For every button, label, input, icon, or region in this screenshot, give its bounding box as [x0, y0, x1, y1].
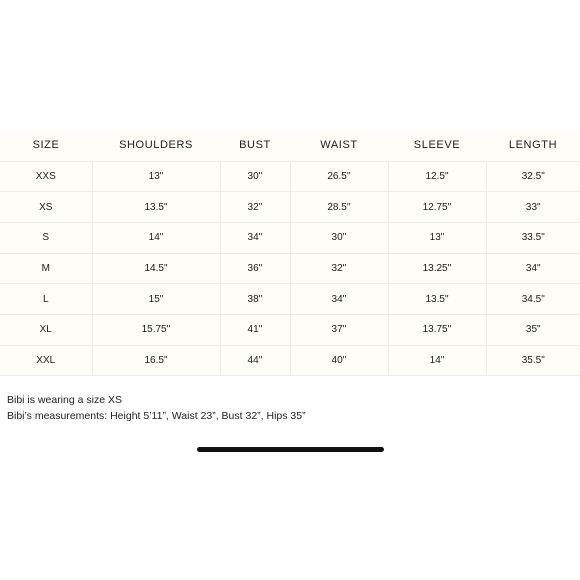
size-chart-table — [0, 129, 580, 376]
size-cell: M — [0, 253, 92, 284]
table-row — [0, 222, 580, 253]
column-header: SHOULDERS — [119, 138, 193, 151]
sleeve-cell: 13.5" — [388, 284, 486, 315]
size-cell: XXL — [0, 345, 92, 376]
table-header-row — [0, 129, 580, 161]
waist-cell: 28.5'' — [290, 192, 388, 223]
shoulders-cell: 14.5" — [92, 253, 220, 284]
sleeve-cell: 12.75'' — [388, 192, 486, 223]
length-cell: 34" — [486, 253, 580, 284]
bust-cell: 32'' — [220, 192, 290, 223]
size-cell: XL — [0, 314, 92, 345]
sleeve-cell: 13" — [388, 222, 486, 253]
size-cell: XXS — [0, 161, 92, 192]
waist-cell: 37'' — [290, 314, 388, 345]
waist-cell: 32'' — [290, 253, 388, 284]
shoulders-cell: 15.75'' — [92, 314, 220, 345]
length-cell: 33" — [486, 192, 580, 223]
table-row — [0, 345, 580, 376]
length-cell: 35" — [486, 314, 580, 345]
bust-cell: 30'' — [220, 161, 290, 192]
shoulders-cell: 16.5" — [92, 345, 220, 376]
bust-cell: 41'' — [220, 314, 290, 345]
column-header: BUST — [239, 138, 271, 151]
length-cell: 33.5" — [486, 222, 580, 253]
bust-cell: 36'' — [220, 253, 290, 284]
home-indicator-bar[interactable] — [197, 447, 384, 452]
waist-cell: 26.5'' — [290, 161, 388, 192]
shoulders-cell: 15" — [92, 284, 220, 315]
waist-cell: 30'' — [290, 222, 388, 253]
length-cell: 34.5" — [486, 284, 580, 315]
table-row — [0, 284, 580, 315]
table-row — [0, 161, 580, 192]
length-cell: 35.5" — [486, 345, 580, 376]
length-cell: 32.5" — [486, 161, 580, 192]
model-size-note: Bibi is wearing a size XS — [7, 394, 122, 406]
column-header: SIZE — [32, 138, 60, 151]
column-header: SLEEVE — [413, 138, 461, 151]
waist-cell: 34'' — [290, 284, 388, 315]
sleeve-cell: 12.5" — [388, 161, 486, 192]
table-row — [0, 192, 580, 223]
shoulders-cell: 14" — [92, 222, 220, 253]
sleeve-cell: 13.75'' — [388, 314, 486, 345]
bust-cell: 44'' — [220, 345, 290, 376]
size-cell: S — [0, 222, 92, 253]
column-header: LENGTH — [508, 138, 558, 151]
bust-cell: 34'' — [220, 222, 290, 253]
table-row — [0, 314, 580, 345]
waist-cell: 40'' — [290, 345, 388, 376]
sleeve-cell: 14" — [388, 345, 486, 376]
bust-cell: 38'' — [220, 284, 290, 315]
column-header: WAIST — [320, 138, 358, 151]
size-cell: L — [0, 284, 92, 315]
size-cell: XS — [0, 192, 92, 223]
sleeve-cell: 13.25'' — [388, 253, 486, 284]
table-row — [0, 253, 580, 284]
shoulders-cell: 13" — [92, 161, 220, 192]
model-measurements-note: Bibi’s measurements: Height 5’11”, Waist 23”, Bust 32”, Hips 35” — [7, 410, 306, 422]
shoulders-cell: 13.5" — [92, 192, 220, 223]
